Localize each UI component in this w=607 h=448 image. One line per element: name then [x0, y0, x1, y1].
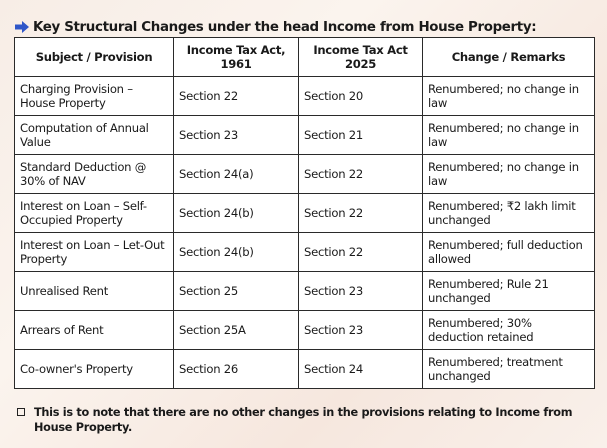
- cell-remarks: Renumbered; Rule 21 unchanged: [423, 272, 595, 311]
- cell-remarks: Renumbered; no change in law: [423, 77, 595, 116]
- cell-old-section: Section 22: [174, 77, 299, 116]
- cell-remarks: Renumbered; ₹2 lakh limit unchanged: [423, 194, 595, 233]
- cell-new-section: Section 22: [299, 155, 423, 194]
- cell-new-section: Section 22: [299, 233, 423, 272]
- cell-remarks: Renumbered; 30% deduction retained: [423, 311, 595, 350]
- cell-old-section: Section 25: [174, 272, 299, 311]
- cell-subject: Co-owner's Property: [15, 350, 174, 389]
- cell-subject: Computation of Annual Value: [15, 116, 174, 155]
- cell-new-section: Section 24: [299, 350, 423, 389]
- cell-subject: Charging Provision – House Property: [15, 77, 174, 116]
- cell-old-section: Section 24(a): [174, 155, 299, 194]
- cell-subject: Unrealised Rent: [15, 272, 174, 311]
- footer-note-text: This is to note that there are no other changes in the provisions relating to Income from House Property.: [34, 406, 573, 434]
- cell-remarks: Renumbered; treatment unchanged: [423, 350, 595, 389]
- cell-old-section: Section 23: [174, 116, 299, 155]
- cell-new-section: Section 23: [299, 272, 423, 311]
- cell-remarks: Renumbered; no change in law: [423, 155, 595, 194]
- table-row: [15, 233, 595, 272]
- header-remarks: Change / Remarks: [423, 38, 595, 77]
- header-subject: Subject / Provision: [15, 38, 174, 77]
- table-row: [15, 155, 595, 194]
- section-heading: [14, 17, 536, 37]
- cell-old-section: Section 25A: [174, 311, 299, 350]
- cell-old-section: Section 26: [174, 350, 299, 389]
- cell-old-section: Section 24(b): [174, 194, 299, 233]
- table-row: [15, 272, 595, 311]
- table-row: [15, 77, 595, 116]
- cell-new-section: Section 20: [299, 77, 423, 116]
- cell-old-section: Section 24(b): [174, 233, 299, 272]
- header-act-1961: Income Tax Act, 1961: [174, 38, 299, 77]
- right-arrow-icon: [14, 20, 30, 34]
- table-row: [15, 311, 595, 350]
- cell-new-section: Section 21: [299, 116, 423, 155]
- provisions-table: [14, 37, 595, 389]
- footer-note: [17, 405, 602, 435]
- table-header-row: [15, 38, 595, 77]
- cell-subject: Interest on Loan – Let-Out Property: [15, 233, 174, 272]
- checkbox-bullet-icon: [17, 408, 25, 416]
- cell-new-section: Section 22: [299, 194, 423, 233]
- table-row: [15, 116, 595, 155]
- header-act-2025: Income Tax Act 2025: [299, 38, 423, 77]
- cell-new-section: Section 23: [299, 311, 423, 350]
- cell-subject: Standard Deduction @ 30% of NAV: [15, 155, 174, 194]
- heading-text: Key Structural Changes under the head Income from House Property:: [33, 19, 537, 35]
- cell-remarks: Renumbered; no change in law: [423, 116, 595, 155]
- table-row: [15, 194, 595, 233]
- cell-subject: Interest on Loan – Self-Occupied Property: [15, 194, 174, 233]
- cell-subject: Arrears of Rent: [15, 311, 174, 350]
- cell-remarks: Renumbered; full deduction allowed: [423, 233, 595, 272]
- table-row: [15, 350, 595, 389]
